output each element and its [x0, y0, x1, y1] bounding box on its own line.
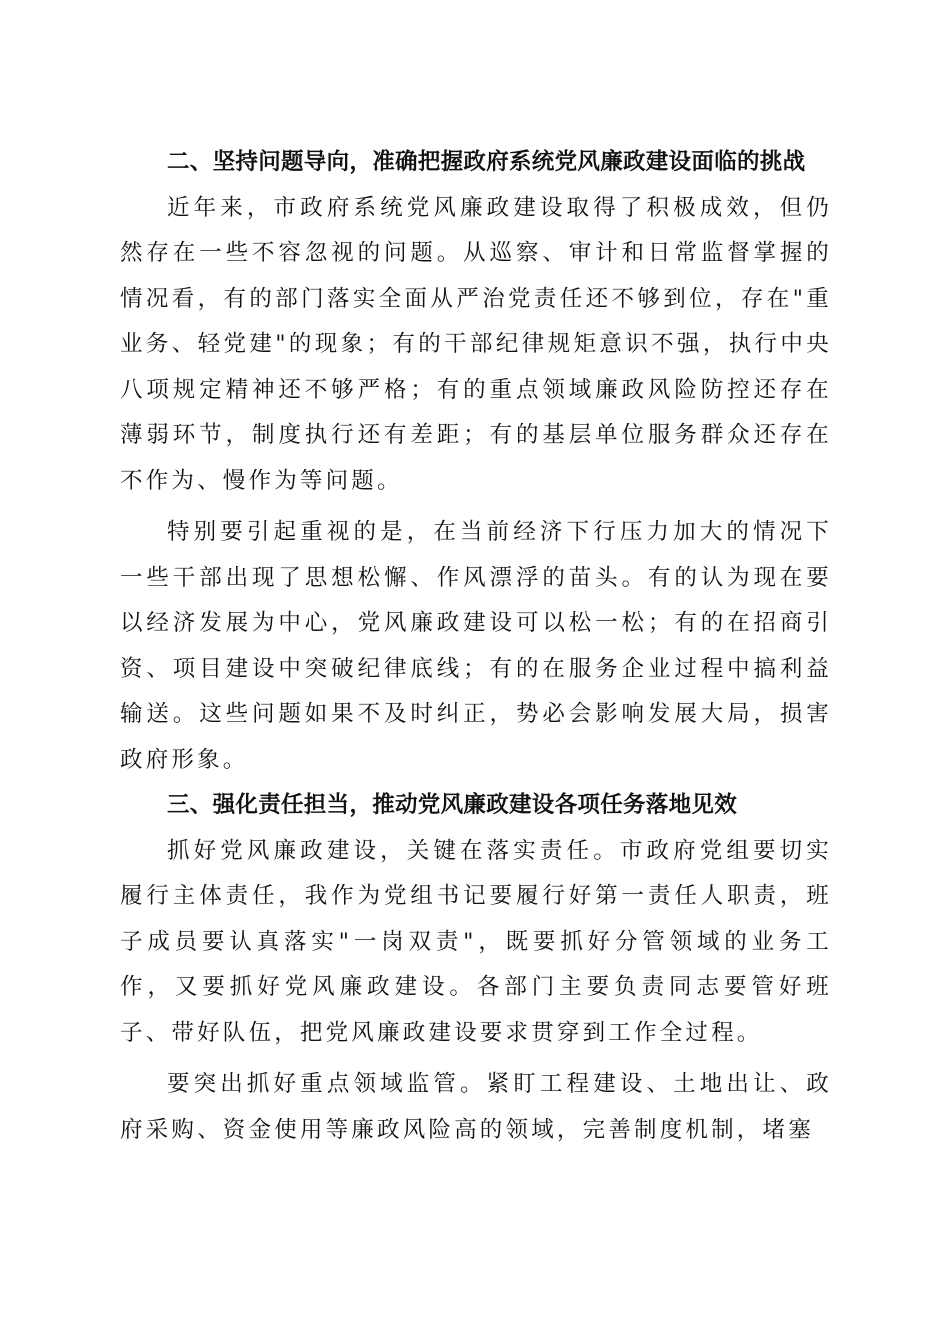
- section-3-paragraph-2: 要突出抓好重点领域监管。紧盯工程建设、土地出让、政府采购、资金使用等廉政风险高的领域，完善制度机制，堵塞: [120, 1071, 832, 1143]
- section-2-paragraph-1: 近年来，市政府系统党风廉政建设取得了积极成效，但仍然存在一些不容忽视的问题。从巡察、审计和日常监督掌握的情况看，有的部门落实全面从严治党责任还不够到位，存在"重业务、轻党建"的现象；有的干部纪律规矩意识不强，执行中央八项规定精神还不够严格；有的重点领域廉政风险防控还存在薄弱环节，制度执行还有差距；有的基层单位服务群众还存在不作为、慢作为等问题。: [120, 194, 832, 494]
- section-3-paragraph-1: 抓好党风廉政建设，关键在落实责任。市政府党组要切实履行主体责任，我作为党组书记要履行好第一责任人职责，班子成员要认真落实"一岗双责"，既要抓好分管领域的业务工作，又要抓好党风廉政建设。各部门主要负责同志要管好班子、带好队伍，把党风廉政建设要求贯穿到工作全过程。: [120, 837, 832, 1046]
- section-heading-2: 二、坚持问题导向，准确把握政府系统党风廉政建设面临的挑战: [167, 149, 806, 175]
- document-body: [120, 140, 832, 1153]
- section-2-paragraph-2: 特别要引起重视的是，在当前经济下行压力加大的情况下一些干部出现了思想松懈、作风漂浮的苗头。有的认为现在要以经济发展为中心，党风廉政建设可以松一松；有的在招商引资、项目建设中突破纪律底线；有的在服务企业过程中搞利益输送。这些问题如果不及时纠正，势必会影响发展大局，损害政府形象。: [120, 519, 832, 773]
- section-heading-3: 三、强化责任担当，推动党风廉政建设各项任务落地见效: [167, 792, 738, 818]
